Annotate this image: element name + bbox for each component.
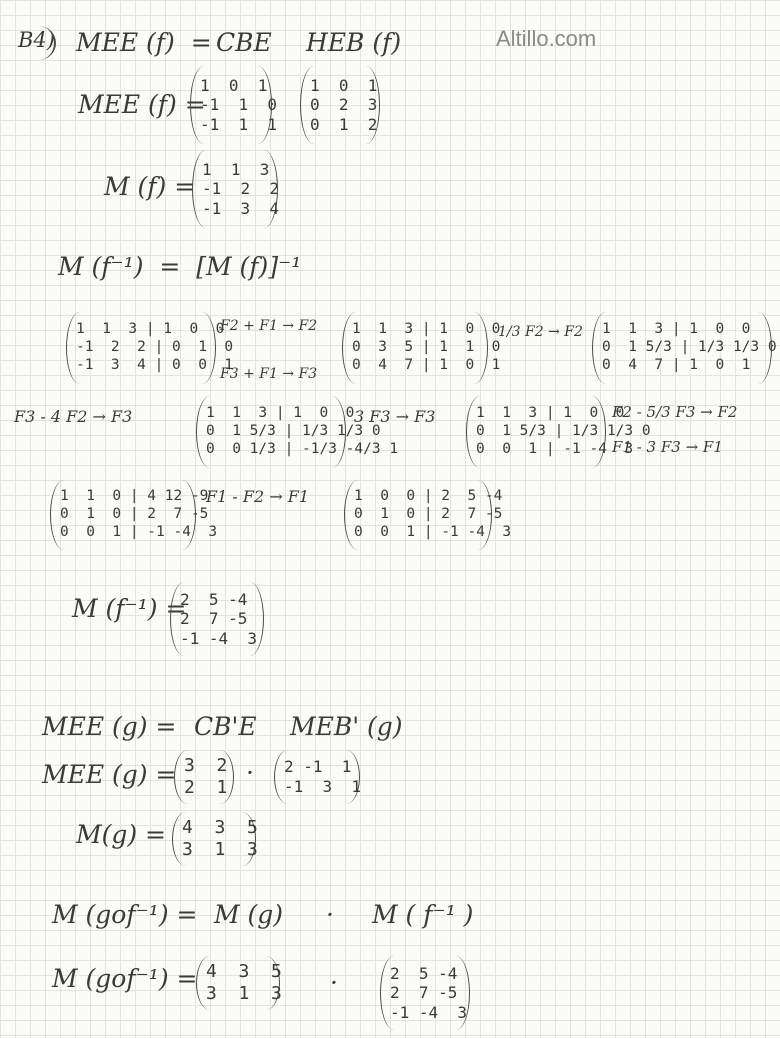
- matrix-row: -1 1 0: [200, 95, 278, 115]
- matrix-row: -1 3 4 | 0 0 1: [76, 356, 234, 373]
- matrix-row: 0 0 1 | -1 -4 3: [476, 440, 634, 457]
- mee-f-lhs: MEE (f) =: [76, 28, 212, 57]
- matrix-row: 1 1 3 | 1 0 0: [206, 405, 355, 422]
- matrix-row: 2 7 -5: [390, 983, 458, 1003]
- matrix-row: 4 3 5: [206, 961, 282, 983]
- matrix-row: 0 1 5/3 | 1/3 1/3 0: [206, 423, 381, 440]
- watermark: Altillo.com: [496, 26, 597, 51]
- augmented-matrix-3: [592, 312, 777, 384]
- cbe-label: CBE: [216, 28, 272, 57]
- matrix-row: 3 1 3: [182, 839, 258, 860]
- matrix-row: 4 3 5: [182, 817, 258, 839]
- matrix-m-f-inverse-2: [380, 956, 470, 1030]
- matrix-m-g: [172, 812, 256, 866]
- matrix-row: 0 1 5/3 | 1/3 1/3 0: [602, 339, 777, 356]
- matrix-row: 2 5 -4: [180, 589, 248, 609]
- m-f-inverse-lhs: M (f⁻¹) =: [72, 594, 187, 623]
- matrix-row: -1 1 1: [200, 114, 278, 134]
- matrix-row: 2 1: [184, 777, 228, 798]
- matrix-row: 1 0 0 | 2 5 -4: [354, 488, 503, 505]
- matrix-row: 0 1 5/3 | 1/3 1/3 0: [476, 423, 651, 440]
- augmented-matrix-5: [466, 396, 651, 468]
- matrix-row: 1 0 1: [200, 75, 268, 95]
- augmented-matrix-6: [50, 480, 218, 550]
- exercise-label-bracket: [14, 26, 56, 60]
- matrix-row: 2 7 -5: [180, 609, 248, 629]
- matrix-row: 1 0 1: [310, 75, 378, 95]
- augmented-matrix-2: [342, 312, 501, 384]
- m-f-inverse-factor: M ( f⁻¹ ): [372, 900, 474, 929]
- matrix-row: 1 1 3 | 1 0 0: [76, 321, 225, 338]
- matrix-row: 0 1 2: [310, 114, 378, 134]
- row-operation: F3 - 4 F2 → F3: [14, 407, 133, 426]
- matrix-row: 2 -1 1: [284, 757, 352, 777]
- m-g-factor: M (g): [214, 900, 284, 929]
- row-operation: F2 + F1 → F2 F3 + F1 → F3: [220, 318, 318, 383]
- mee-f-lhs-2: MEE (f) =: [78, 90, 206, 119]
- multiply-dot: ·: [326, 900, 334, 929]
- row-operation: 1/3 F2 → F2: [498, 324, 583, 340]
- matrix-row: 1 1 0 | 4 12 -9: [60, 488, 209, 505]
- matrix-row: 0 0 1 | -1 -4 3: [354, 523, 512, 540]
- matrix-row: 1 1 3 | 1 0 0: [602, 321, 751, 338]
- matrix-row: 0 0 1/3 | -1/3 -4/3 1: [206, 440, 399, 457]
- matrix-row: 0 4 7 | 1 0 1: [602, 356, 751, 373]
- matrix-m-f-inverse: [170, 582, 264, 656]
- matrix-row: 0 1 0 | 2 7 -5: [354, 506, 503, 523]
- matrix-row: 0 1 0 | 2 7 -5: [60, 506, 209, 523]
- matrix-row: -1 2 2 | 0 1 0: [76, 339, 234, 356]
- matrix-row: -1 -4 3: [390, 1002, 468, 1022]
- matrix-row: -1 -4 3: [180, 628, 258, 648]
- matrix-row: 3 1 3: [206, 983, 282, 1004]
- matrix-row: 1 1 3 | 1 0 0: [352, 321, 501, 338]
- matrix-row: 3 2: [184, 755, 228, 777]
- augmented-matrix-1: [66, 312, 234, 384]
- m-gof-inverse-lhs: M (gof⁻¹) =: [52, 900, 198, 929]
- matrix-cbe: [190, 66, 278, 144]
- heb-f-label: HEB (f): [306, 28, 402, 57]
- matrix-row: 2 5 -4: [390, 963, 458, 983]
- matrix-row: 1 1 3 | 1 0 0: [476, 405, 625, 422]
- matrix-row: -1 3 1: [284, 777, 362, 796]
- matrix-row: -1 2 2: [202, 179, 280, 199]
- matrix-row: 0 4 7 | 1 0 1: [352, 356, 501, 373]
- m-f-lhs: M (f) =: [104, 172, 196, 201]
- matrix-heb: [300, 66, 380, 144]
- m-gof-inverse-lhs-2: M (gof⁻¹) =: [52, 964, 198, 993]
- cb-e-label: CB'E: [194, 712, 257, 741]
- matrix-cbe-g: [174, 750, 234, 804]
- matrix-row: 0 3 5 | 1 1 0: [352, 339, 501, 356]
- row-operation: 3 F3 → F3: [354, 407, 436, 426]
- matrix-row: 0 2 3: [310, 95, 378, 115]
- meb-g-label: MEB' (g): [290, 712, 403, 741]
- multiply-dot: ·: [330, 968, 338, 997]
- matrix-m-g-2: [196, 956, 280, 1010]
- m-f-inverse-definition: M (f⁻¹) = [M (f)]⁻¹: [58, 252, 302, 281]
- augmented-matrix-7: [344, 480, 512, 550]
- row-operation: F1 - F2 → F1: [206, 487, 309, 506]
- mee-g-lhs: MEE (g) =: [42, 712, 177, 741]
- row-operation: F2 - 5/3 F3 → F2 F1 - 3 F3 → F1: [612, 403, 738, 456]
- matrix-meb-g: [274, 750, 360, 804]
- matrix-row: 0 0 1 | -1 -4 3: [60, 523, 218, 540]
- exercise-label: B4): [18, 28, 55, 52]
- matrix-row: -1 3 4: [202, 198, 280, 218]
- matrix-m-f: [192, 150, 278, 228]
- mee-g-lhs-2: MEE (g) =: [42, 760, 177, 789]
- multiply-dot: ·: [246, 758, 254, 787]
- m-g-lhs: M(g) =: [76, 820, 167, 849]
- matrix-row: 1 1 3: [202, 159, 270, 179]
